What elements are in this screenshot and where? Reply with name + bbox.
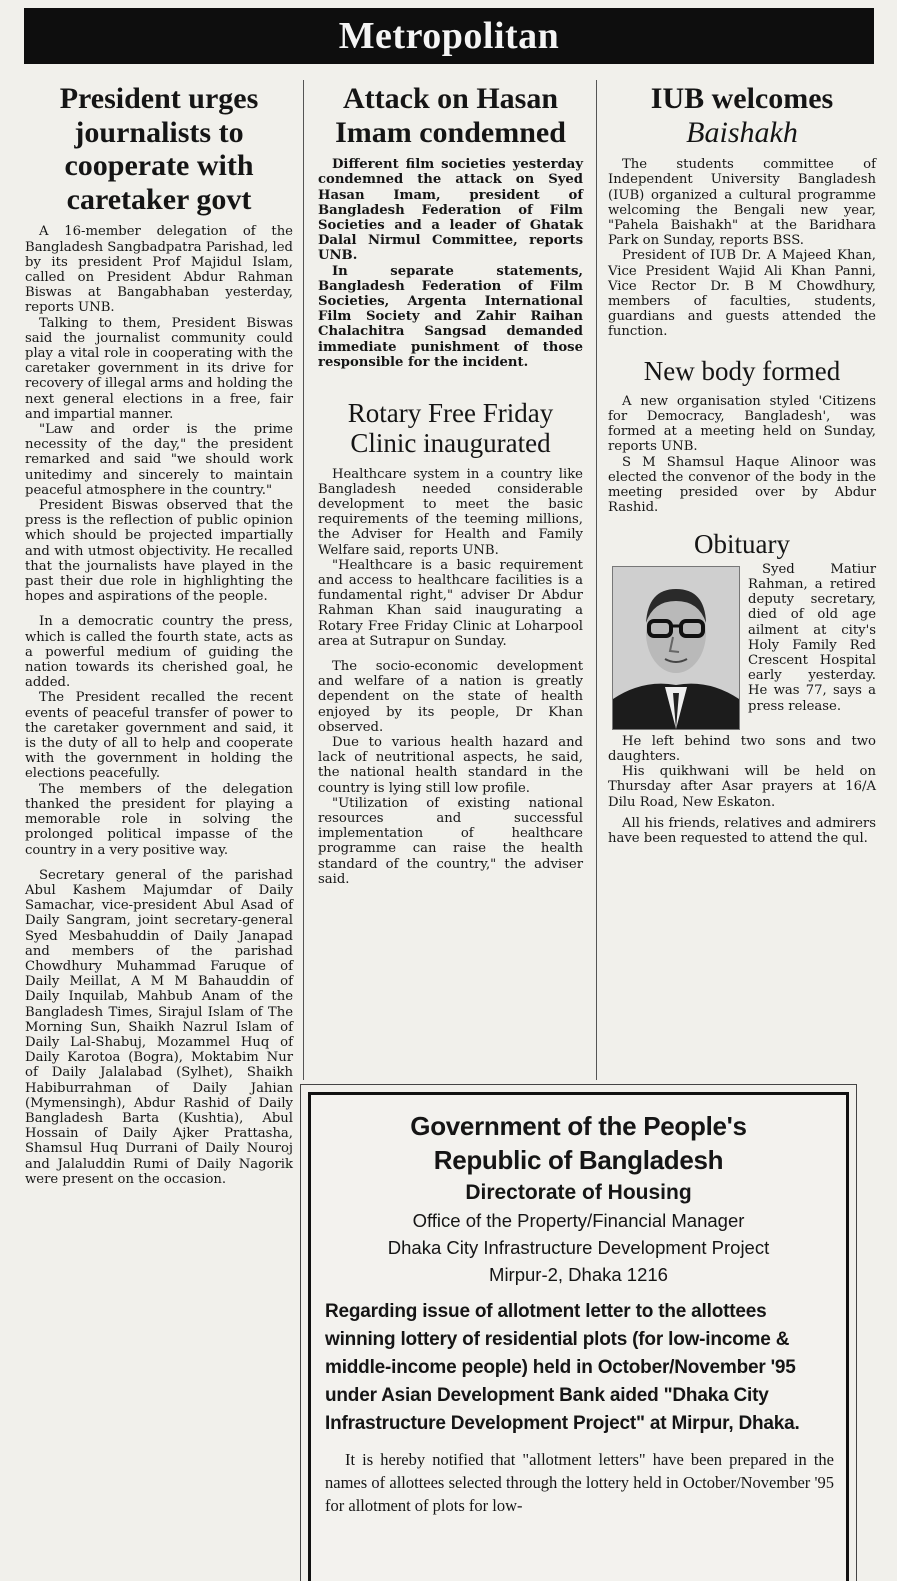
- ad-project: Dhaka City Infrastructure Development Project: [387, 1237, 770, 1258]
- article-paragraph: Different film societies yesterday condemned the attack on Syed Hasan Imam, president of Bangladesh Federation of Film Societies and a leader of Ghatak Dalal Nirmul Committee, reports UNB.: [318, 157, 583, 264]
- article-paragraph: The President recalled the recent events of peaceful transfer of power to the caretaker government and said, it is the duty of all to help and cooperate with the government in holding the elections peacefully.: [25, 690, 293, 782]
- column-middle: [318, 82, 583, 887]
- article-new-body: [608, 356, 876, 516]
- column-rule-2: [596, 80, 597, 1080]
- article-paragraph: "Law and order is the prime necessity of the day," the president remarked and said "we should work unitedimy and sincerely to maintain peaceful atmosphere in the country.": [25, 422, 293, 498]
- article-attack: [318, 82, 583, 370]
- ad-subject: Regarding issue of allotment letter to the allottees winning lottery of residential plots (for low-income & middle-income people) held in October/November '95 under Asian Development Bank aided "Dhaka City Infrastructure Development Project" at Mirpur, Dhaka.: [325, 1301, 800, 1434]
- article-iub: [608, 82, 876, 340]
- column-right: [608, 82, 876, 846]
- advertisement-notice: [308, 1092, 849, 1581]
- ad-notice-text: It is hereby notified that "allotment letters" have been prepared in the names of allottees selected through the lottery held in October/November '95 for allotment of plots for low-: [325, 1450, 834, 1515]
- column-rule-1: [303, 80, 304, 1080]
- article-paragraph: S M Shamsul Haque Alinoor was elected the convenor of the body in the meeting presided over by Abdur Rashid.: [608, 454, 876, 516]
- headline-iub-line2: Baishakh: [686, 115, 798, 149]
- article-paragraph: Talking to them, President Biswas said the journalist community could play a vital role in cooperating with the caretaker government in its drive for recovery of illegal arms and holding the next general elections in a free, fair and impartial manner.: [25, 315, 293, 422]
- article-paragraph: "Utilization of existing national resources and successful implementation of healthcare programme can raise the health standard of the country," the adviser said.: [318, 795, 583, 887]
- ad-office: Office of the Property/Financial Manager: [412, 1210, 745, 1231]
- article-paragraph: A 16-member delegation of the Bangladesh Sangbadpatra Parishad, led by its president Prof Majidul Islam, called on President Abdur Rahman Biswas at Bangabhaban yesterday, reports UNB.: [25, 224, 293, 316]
- headline-obituary: Obituary: [694, 529, 790, 560]
- headline-president: President urges journalists to cooperate with caretaker govt: [59, 82, 259, 216]
- headline-iub-line1: IUB welcomes: [650, 82, 834, 115]
- article-paragraph: Due to various health hazard and lack of neutritional aspects, he said, the national health standard in the country is lying still low profile.: [318, 734, 583, 796]
- portrait-image: [613, 567, 739, 729]
- article-paragraph: The students committee of Independent University Bangladesh (IUB) organized a cultural programme welcoming the Bengali new year, "Pahela Baishakh" at the Baridhara Park on Sunday, reports BSS.: [608, 157, 876, 249]
- article-paragraph: Syed Matiur Rahman, a retired deputy secretary, died of old age ailment at city's Holy Family Red Crescent Hospital early yesterday. He was 77, says a press release.: [748, 561, 876, 714]
- ad-title-line2: Republic of Bangladesh: [433, 1145, 724, 1175]
- article-paragraph: In separate statements, Bangladesh Federation of Film Societies, Argenta International Film Society and Zahir Raihan Chalachitra Sangsad demanded immediate punishment of those responsible for the incident.: [318, 263, 583, 370]
- headline-rotary: Rotary Free Friday Clinic inaugurated: [347, 398, 554, 459]
- obituary-photo: [612, 566, 740, 730]
- ad-directorate: Directorate of Housing: [465, 1181, 692, 1204]
- article-paragraph: He left behind two sons and two daughters.: [608, 733, 876, 764]
- article-paragraph: His quikhwani will be held on Thursday after Asar prayers at 16/A Dilu Road, New Eskaton.: [608, 764, 876, 810]
- article-paragraph: A new organisation styled 'Citizens for Democracy, Bangladesh', was formed at a meeting held on Sunday, reports UNB.: [608, 393, 876, 455]
- article-paragraph: The members of the delegation thanked the president for playing a memorable role in solving the prolonged political impasse of the country in a very positive way.: [25, 781, 293, 858]
- headline-iub: [608, 82, 876, 149]
- section-title: Metropolitan: [338, 15, 560, 57]
- article-rotary: [318, 398, 583, 887]
- article-president: [25, 82, 293, 1187]
- article-paragraph: Healthcare system in a country like Bangladesh needed considerable development to meet the basic requirements of the teeming millions, the Adviser for Health and Family Welfare said, reports UNB.: [318, 466, 583, 558]
- ad-title-line1: Government of the People's: [410, 1111, 747, 1141]
- ad-title: [311, 1109, 846, 1177]
- section-banner: [24, 8, 874, 64]
- article-paragraph: President Biswas observed that the press is the reflection of public opinion which should be projected impartially and with utmost objectivity. He recalled that the journalists have played in the past their due role in highlighting the hopes and aspirations of the people.: [25, 498, 293, 605]
- headline-attack: Attack on Hasan Imam condemned: [335, 82, 566, 149]
- article-paragraph: The socio-economic development and welfare of a nation is greatly dependent on the state of health enjoyed by its people, Dr Khan observed.: [318, 658, 583, 735]
- ad-address: Mirpur-2, Dhaka 1216: [489, 1264, 668, 1285]
- article-paragraph: President of IUB Dr. A Majeed Khan, Vice President Wajid Ali Khan Panni, Vice Rector Dr. B M Chowdhury, members of faculties, students, guardians and guests attended the function.: [608, 248, 876, 340]
- article-obituary: [608, 529, 876, 846]
- headline-new-body: New body formed: [643, 355, 841, 386]
- article-paragraph: Secretary general of the parishad Abul Kashem Majumdar of Daily Samachar, vice-president Abul Asad of Daily Sangram, joint secretary-general Syed Mesbahuddin of Daily Janapad and members of the parishad Chowdhury Muhammad Faruque of Daily Meillat, A M M Bahauddin of Daily Inquilab, Mahbub Anam of the Bangladesh Times, Sirajul Islam of The Morning Sun, Shaikh Nazrul Islam of Daily Lal-Shabuj, Mozammel Huq of Daily Karotoa (Bogra), Moktabim Nur of Daily Jalalabad (Sylhet), Shaikh Habiburrahman of Daily Jahian (Mymensingh), Abdur Rashid of Daily Bangladesh Barta (Kushtia), Abul Hossain of Daily Ajker Prattasha, Shamsul Huq Durrani of Daily Nouroj and Jalaluddin Rumi of Daily Nagorik were present on the occasion.: [25, 867, 293, 1187]
- article-paragraph: "Healthcare is a basic requirement and access to healthcare facilities is a fundamental right," adviser Dr Abdur Rahman Khan said inaugurating a Rotary Free Friday Clinic at Loharpool area at Sutrapur on Sunday.: [318, 557, 583, 649]
- article-paragraph: In a democratic country the press, which is called the fourth state, acts as a powerful medium of guiding the nation towards its cherished goal, he added.: [25, 614, 293, 691]
- article-paragraph: All his friends, relatives and admirers have been requested to attend the qul.: [608, 815, 876, 846]
